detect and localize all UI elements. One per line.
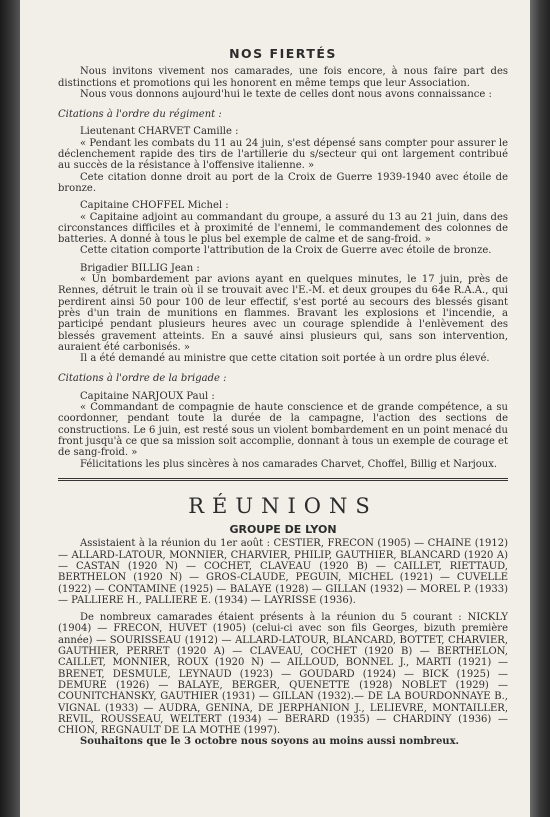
citation-text: « Un bombardement par avions ayant en quelques minutes, le 17 juin, près de Rennes, détruit le train où il se trouvait avec l'E.-M. et deux groupes du 64e R.A.A., qui perdirent ainsi 50 pour 100 de leur effectif, s'est porté au secours des blessés gisant près d'un train de munitions en flammes. Bravant les explosions et l'incendie, a participé pendant plusieurs heures avec un courage splendide à l'enlèvement des blessés gravement atteints. En a sauvé ainsi plusieurs qui, sans son intervention, auraient été carbonisés. » (58, 274, 508, 353)
citation-note: Cete citation donne droit au port de la Croix de Guerre 1939-1940 avec étoile de bronze. (58, 171, 508, 194)
document-page (20, 0, 530, 817)
attendance-paragraph: De nombreux camarades étaient présents à la réunion du 5 courant : NICKLY (1904) — FRECON, HUVET (1905) (celui-ci avec son fils Georges, bizuth première année) — SOURISSEAU (1912) — ALLARD-LATOUR, BLANCARD, BOTTET, CHARVIER, GAUTHIER, PERRET (1920 A) — CLAVEAU, COCHET (1920 B) — BERTHELON, CAILLET, MONNIER, ROUX (1920 N) — AILLOUD, BONNEL J., MARTI (1921) — BRENET, DESMULE, LEYNAUD (1923) — GOUDARD (1924) — BICK (1925) — DEMURE (1926) — BALAYE, BERGER, QUENETTE (1928) NOBLET (1929) — COUNITCHANSKY, GAUTHIER (1931) — GILLAN (1932).— DE LA BOURDONNAYE B., VIGNAL (1933) — AUDRA, GENINA, DE JERPHANION J., LELIEVRE, MONTAILLER, REVIL, ROUSSEAU, WELTERT (1934) — BERARD (1935) — CHARDINY (1936) — CHION, REGNAULT DE LA MOTHE (1997). (58, 612, 508, 737)
congratulations: Félicitations les plus sincères à nos camarades Charvet, Choffel, Billig et Narjoux. (80, 458, 498, 470)
section-heading-regiment: Citations à l'ordre du régiment : (58, 109, 222, 121)
citation-text: « Capitaine adjoint au commandant du groupe, a assuré du 13 au 21 juin, dans des circonstances difficiles et à proximité de l'ennemi, le commandement des colonnes de batteries. A donné à tous le plus bel exemple de calme et de sang-froid. » (58, 211, 508, 246)
citation-note: Il a été demandé au ministre que cette citation soit portée à un ordre plus élevé. (80, 353, 490, 365)
group-heading: GROUPE DE LYON (229, 523, 337, 537)
intro-paragraph: Nous invitons vivement nos camarades, une fois encore, à nous faire part des distinctions et promotions qui les honorent en même temps que leur Association. (58, 66, 508, 89)
citation-text: « Commandant de compagnie de haute conscience et de grande compétence, a su coordonner, pendant toute la durée de la campagne, l'action des sections de constructions. Le 6 juin, est resté sous un violent bombardement en un point menacé du front jusqu'à ce que sa mission soit accomplie, donnant à tous un exemple de courage et de sang-froid. » (58, 402, 508, 459)
citation-name: Capitaine CHOFFEL Michel : (80, 200, 229, 212)
citation-note: Cette citation comporte l'attribution de la Croix de Guerre avec étoile de bronze. (80, 245, 492, 257)
left-page-edge (0, 0, 20, 817)
attendance-paragraph: Assistaient à la réunion du 1er août : CESTIER, FRECON (1905) — CHAINE (1912) — ALLARD-LATOUR, MONNIER, CHARVIER, PHILIP, GAUTHIER, BLANCARD (1920 A) — CASTAN (1920 N) — COCHET, CLAVEAU (1920 B) — CAILLET, RIETTAUD, BERTHELON (1920 N) — GROS-CLAUDE, PEGUIN, MICHEL (1921) — CUVELLE (1922) — CONTAMINE (1925) — BALAYE (1928) — GILLAN (1932) — MOREL P. (1933) — PALLIERE H., PALLIERE E. (1934) — LAYRISSE (1936). (58, 538, 508, 606)
page-title: NOS FIERTÉS (229, 46, 337, 61)
citation-name: Lieutenant CHARVET Camille : (80, 126, 239, 138)
citation-name: Brigadier BILLIG Jean : (80, 262, 200, 274)
intro-paragraph: Nous vous donnons aujourd'hui le texte de celles dont nous avons connaissance : (80, 88, 492, 100)
citation-name: Capitaine NARJOUX Paul : (80, 390, 215, 402)
closing-line: Souhaitons que le 3 octobre nous soyons au moins aussi nombreux. (80, 736, 460, 748)
section-divider (58, 478, 508, 481)
reunions-title: RÉUNIONS (188, 493, 378, 518)
citation-text: « Pendant les combats du 11 au 24 juin, s'est dépensé sans compter pour assurer le déclenchement rapide des tirs de l'artillerie du s/secteur qui ont largement contribué au succès de la résistance à l'offensive italienne. » (58, 137, 508, 172)
section-heading-brigade: Citations à l'ordre de la brigade : (58, 373, 227, 385)
right-page-edge (530, 0, 550, 817)
